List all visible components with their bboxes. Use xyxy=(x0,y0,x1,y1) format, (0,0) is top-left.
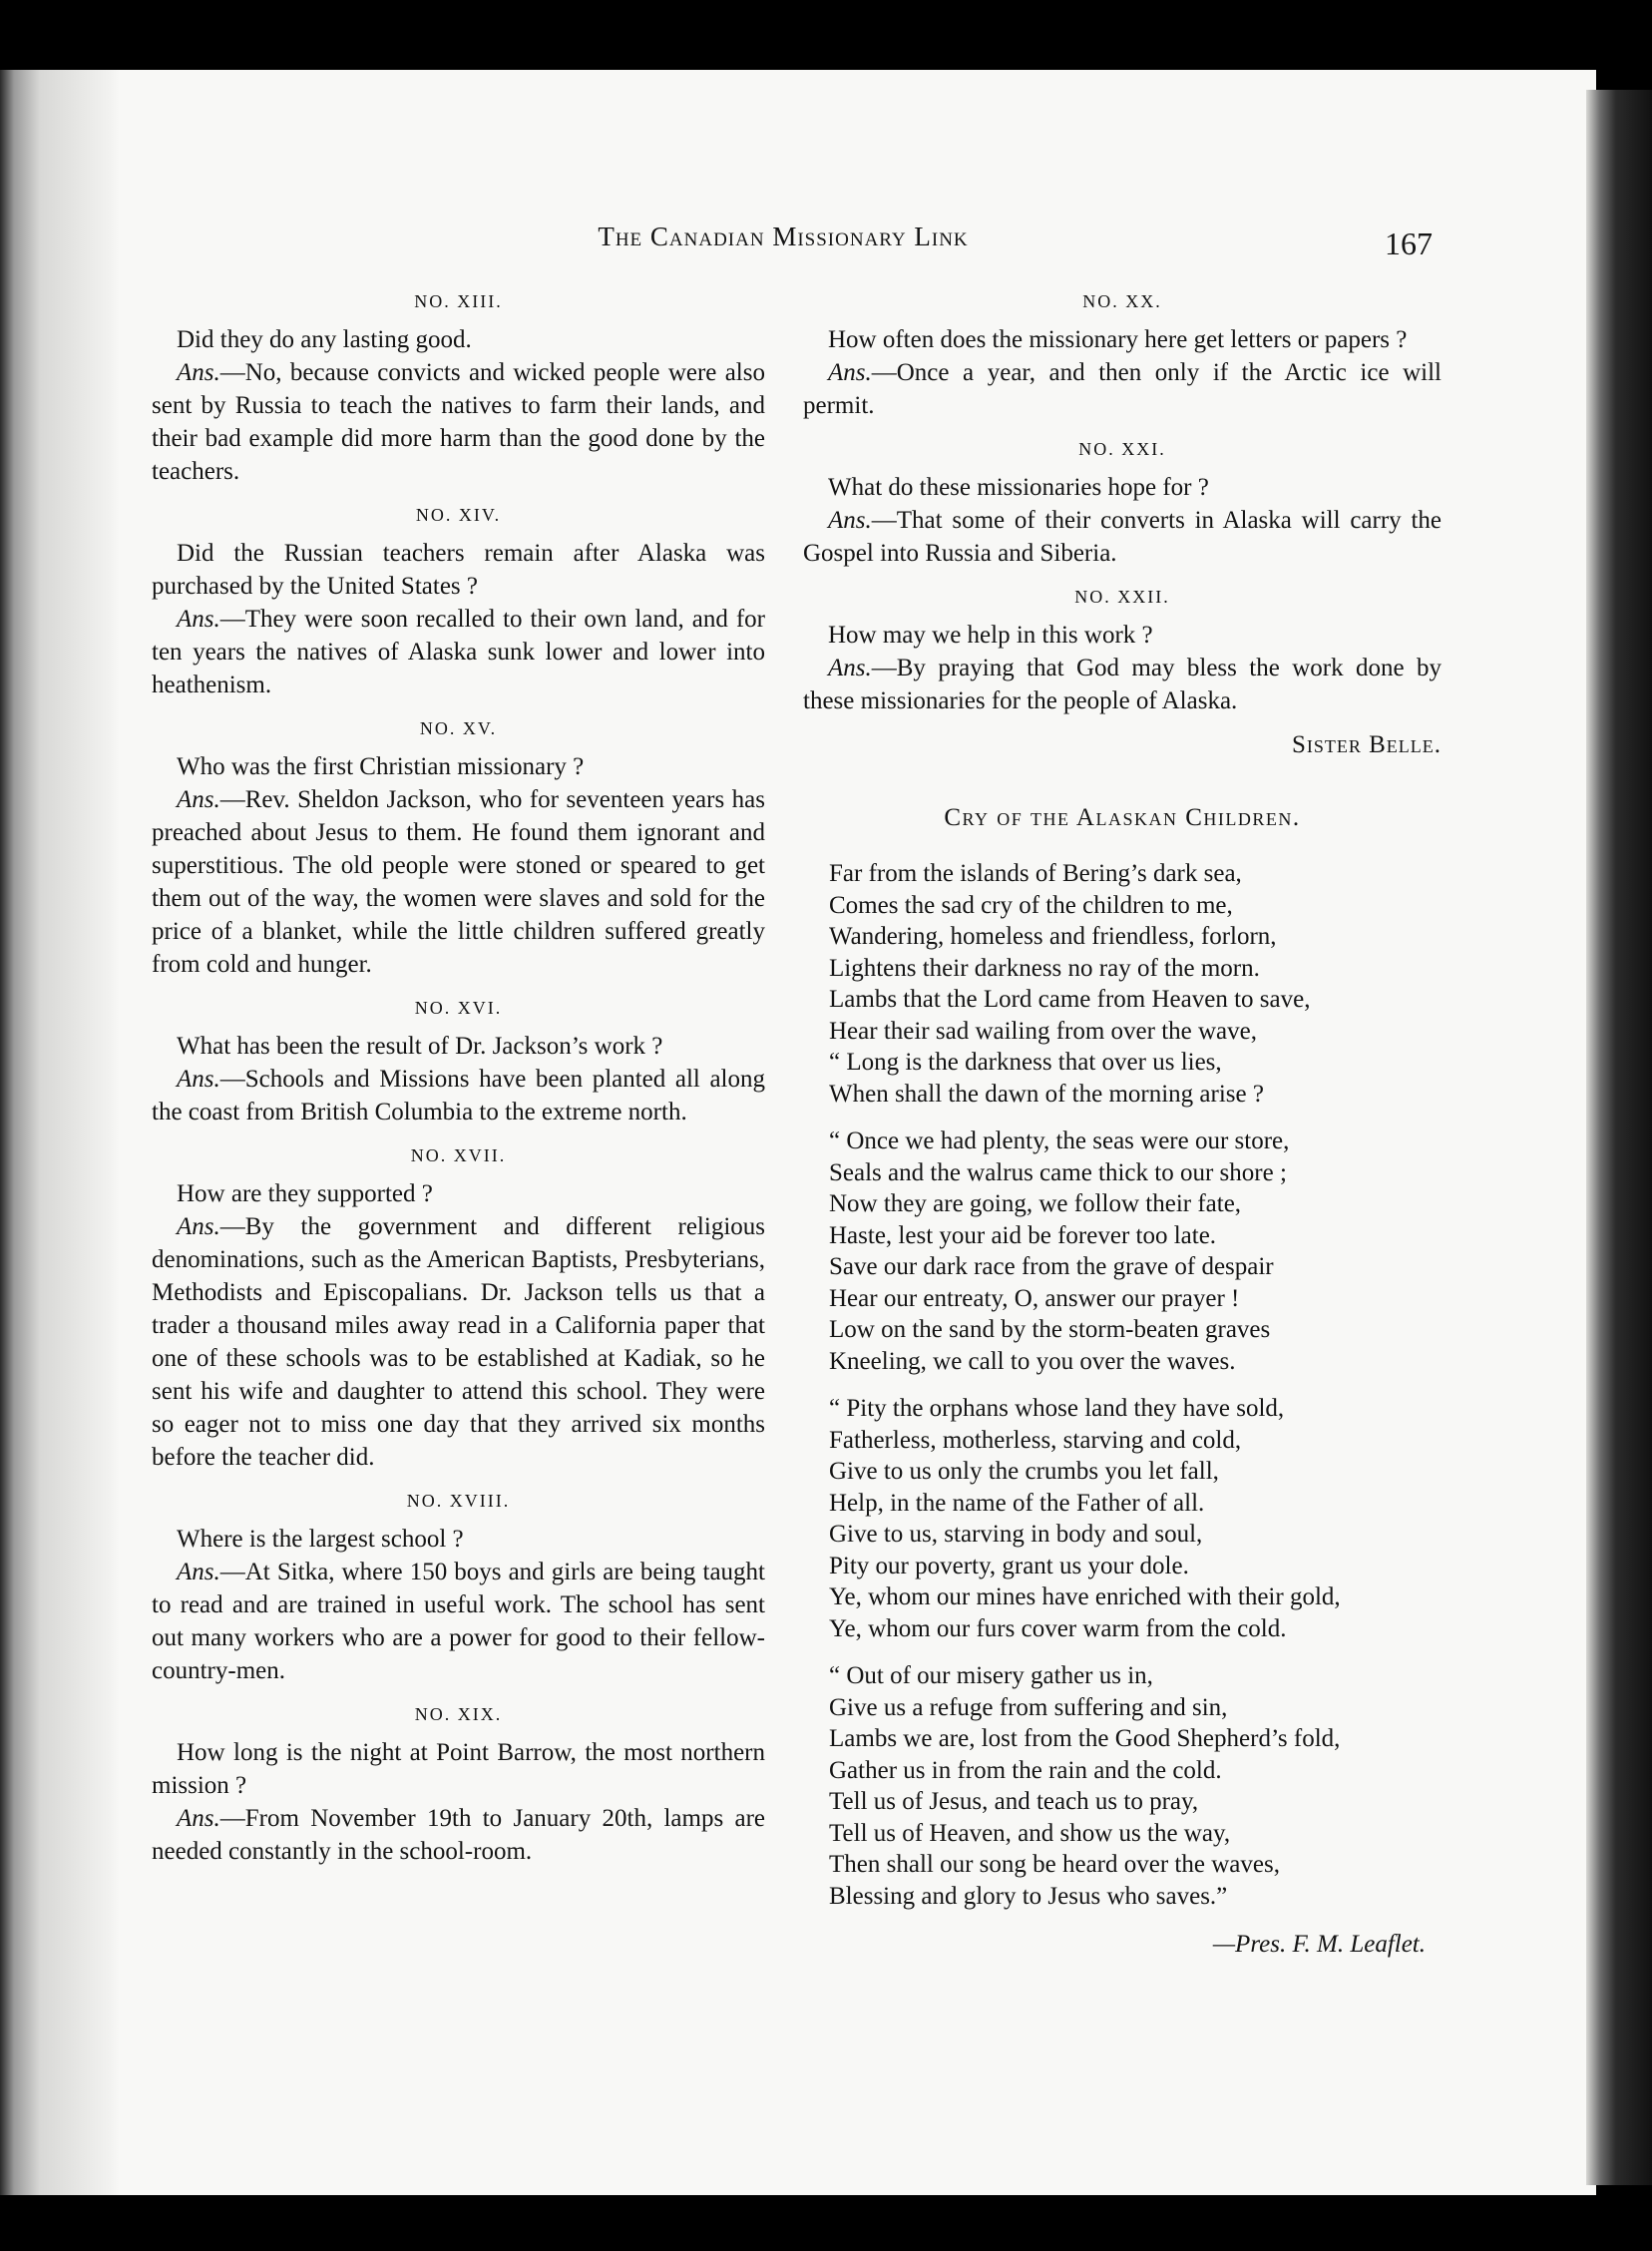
poem-line: Pity our poverty, grant us your dole. xyxy=(829,1552,1189,1579)
page-number: 167 xyxy=(1385,225,1433,261)
poem-line: Lambs we are, lost from the Good Shepherd’s fold, xyxy=(829,1725,1341,1752)
poem-line: Tell us of Heaven, and show us the way, xyxy=(829,1819,1231,1847)
page-header xyxy=(0,220,1596,269)
question-text: Who was the first Christian missionary ? xyxy=(177,753,585,780)
question-text: How are they supported ? xyxy=(177,1180,433,1207)
question-text: How often does the missionary here get letters or papers ? xyxy=(828,326,1408,353)
poem-line: Fatherless, motherless, starving and cold, xyxy=(829,1426,1242,1454)
section-number: NO. XX. xyxy=(1082,291,1162,311)
qa-section xyxy=(152,1698,765,1868)
answer-label: Ans. xyxy=(177,786,220,813)
poem-stanza xyxy=(803,858,1442,1110)
question-text: What do these missionaries hope for ? xyxy=(828,474,1209,501)
qa-section xyxy=(803,433,1442,570)
poem-stanza xyxy=(803,1660,1442,1912)
right-column xyxy=(803,285,1442,1961)
poem-line: Seals and the walrus came thick to our shore ; xyxy=(829,1158,1287,1186)
poem-attribution: —Pres. F. M. Leaflet. xyxy=(1212,1931,1426,1958)
poem-line: Hear their sad wailing from over the wave, xyxy=(829,1017,1258,1045)
running-title: The Canadian Missionary Link xyxy=(598,222,969,251)
answer-text: —That some of their converts in Alaska will carry the Gospel into Russia and Siberia. xyxy=(803,507,1442,567)
answer-label: Ans. xyxy=(828,655,872,681)
section-number: NO. XVIII. xyxy=(406,1491,511,1511)
answer-label: Ans. xyxy=(828,359,872,386)
answer-paragraph xyxy=(152,1210,765,1474)
poem-line: Then shall our song be heard over the waves, xyxy=(829,1851,1280,1878)
answer-text: —They were soon recalled to their own land, and for ten years the natives of Alaska sunk lower and lower into heathenism. xyxy=(152,606,765,698)
poem-stanza xyxy=(803,1126,1442,1377)
poem-line: Ye, whom our furs cover warm from the cold. xyxy=(829,1614,1287,1642)
poem-line: Give us a refuge from suffering and sin, xyxy=(829,1693,1228,1721)
qa-section xyxy=(152,499,765,701)
qa-section xyxy=(803,581,1442,717)
poem-line: Lightens their darkness no ray of the morn. xyxy=(829,954,1260,982)
poem-line: Haste, lest your aid be forever too late. xyxy=(829,1221,1217,1249)
poem-line: Help, in the name of the Father of all. xyxy=(829,1489,1205,1517)
section-number: NO. XIII. xyxy=(414,291,503,311)
answer-text: —By the government and different religious denominations, such as the American Baptists, Presbyterians, Methodists and Episcopalians. Dr. Jackson tells us that a trader a thousand miles away read in a California paper that one of these schools was to be established at Kadiak, so he sent his wife and daughter to attend this school. They were so eager not to miss one day that they arrived six months before the teacher did. xyxy=(152,1213,765,1471)
answer-text: —By praying that God may bless the work done by these missionaries for the people of Alaska. xyxy=(803,655,1442,714)
poem-line: When shall the dawn of the morning arise ? xyxy=(829,1080,1264,1108)
poem-line: “ Long is the darkness that over us lies, xyxy=(829,1049,1222,1076)
question-text: Did the Russian teachers remain after Alaska was purchased by the United States ? xyxy=(152,540,765,600)
answer-paragraph xyxy=(152,783,765,981)
answer-text: —Once a year, and then only if the Arctic ice will permit. xyxy=(803,359,1442,419)
left-column xyxy=(152,285,765,1879)
answer-text: —Rev. Sheldon Jackson, who for seventeen years has preached about Jesus to them. He found them ignorant and superstitious. The old people were stoned or speared to get them out of the way, the women were slaves and sold for the price of a blanket, while the little children suffered greatly from cold and hunger. xyxy=(152,786,765,978)
signature: Sister Belle. xyxy=(1291,731,1442,758)
qa-section xyxy=(803,285,1442,422)
question-text: How long is the night at Point Barrow, the most northern mission ? xyxy=(152,1739,765,1799)
qa-section xyxy=(152,992,765,1128)
poem-line: Blessing and glory to Jesus who saves.” xyxy=(829,1882,1228,1910)
answer-label: Ans. xyxy=(177,1805,220,1832)
poem-line: Low on the sand by the storm-beaten graves xyxy=(829,1316,1271,1343)
poem-line: Kneeling, we call to you over the waves. xyxy=(829,1347,1236,1375)
section-number: NO. XV. xyxy=(419,718,498,738)
qa-section xyxy=(152,1485,765,1687)
book-spine-edge xyxy=(1586,90,1652,2185)
poem-line: Save our dark race from the grave of despair xyxy=(829,1253,1274,1280)
answer-label: Ans. xyxy=(828,507,872,534)
answer-label: Ans. xyxy=(177,359,220,386)
page-gutter-shadow xyxy=(0,70,120,2195)
answer-text: —From November 19th to January 20th, lamps are needed constantly in the school-room. xyxy=(152,1805,765,1865)
answer-label: Ans. xyxy=(177,1559,220,1585)
right-qa-list xyxy=(803,285,1442,717)
answer-paragraph xyxy=(803,504,1442,570)
answer-paragraph xyxy=(803,652,1442,717)
poem-line: Tell us of Jesus, and teach us to pray, xyxy=(829,1788,1199,1815)
answer-text: —No, because convicts and wicked people were also sent by Russia to teach the natives to farm their lands, and their bad example did more harm than the good done by the teachers. xyxy=(152,359,765,485)
answer-paragraph xyxy=(152,356,765,488)
poem-line: Hear our entreaty, O, answer our prayer ! xyxy=(829,1284,1240,1312)
poem-line: Comes the sad cry of the children to me, xyxy=(829,891,1233,919)
section-number: NO. XIV. xyxy=(415,505,502,525)
qa-section xyxy=(152,285,765,488)
question-text: Did they do any lasting good. xyxy=(177,326,472,353)
poem-line: Ye, whom our mines have enriched with their gold, xyxy=(829,1583,1341,1610)
answer-paragraph xyxy=(152,603,765,701)
answer-paragraph xyxy=(152,1556,765,1687)
question-text: How may we help in this work ? xyxy=(828,622,1153,649)
answer-paragraph xyxy=(803,356,1442,422)
section-number: NO. XVI. xyxy=(414,998,503,1018)
poem-line: Give to us only the crumbs you let fall, xyxy=(829,1458,1219,1485)
section-number: NO. XXII. xyxy=(1074,587,1170,607)
poem-line: Far from the islands of Bering’s dark sea, xyxy=(829,860,1242,887)
poem-line: “ Out of our misery gather us in, xyxy=(829,1662,1153,1689)
answer-label: Ans. xyxy=(177,1066,220,1093)
poem-line: Now they are going, we follow their fate, xyxy=(829,1190,1242,1217)
poem-stanza xyxy=(803,1393,1442,1644)
answer-label: Ans. xyxy=(177,1213,220,1240)
poem-title: Cry of the Alaskan Children. xyxy=(944,804,1301,831)
poem-line: Lambs that the Lord came from Heaven to save, xyxy=(829,986,1311,1013)
section-number: NO. XIX. xyxy=(414,1704,503,1724)
section-number: NO. XVII. xyxy=(410,1145,507,1165)
qa-section xyxy=(152,1139,765,1474)
section-number: NO. XXI. xyxy=(1078,439,1166,459)
answer-text: —At Sitka, where 150 boys and girls are being taught to read and are trained in useful work. The school has sent out many workers who are a power for good to their fellow-country-men. xyxy=(152,1559,765,1684)
poem-line: “ Pity the orphans whose land they have sold, xyxy=(829,1395,1285,1422)
answer-paragraph xyxy=(152,1063,765,1128)
poem-body xyxy=(803,858,1442,1912)
question-text: What has been the result of Dr. Jackson’s work ? xyxy=(177,1033,663,1060)
question-text: Where is the largest school ? xyxy=(177,1526,464,1553)
poem-line: “ Once we had plenty, the seas were our store, xyxy=(829,1127,1290,1154)
poem-line: Gather us in from the rain and the cold. xyxy=(829,1756,1222,1784)
answer-label: Ans. xyxy=(177,606,220,633)
poem-line: Wandering, homeless and friendless, forlorn, xyxy=(829,923,1277,950)
qa-section xyxy=(152,712,765,981)
answer-paragraph xyxy=(152,1802,765,1868)
poem-line: Give to us, starving in body and soul, xyxy=(829,1521,1203,1548)
answer-text: —Schools and Missions have been planted all along the coast from British Columbia to the extreme north. xyxy=(152,1066,765,1126)
